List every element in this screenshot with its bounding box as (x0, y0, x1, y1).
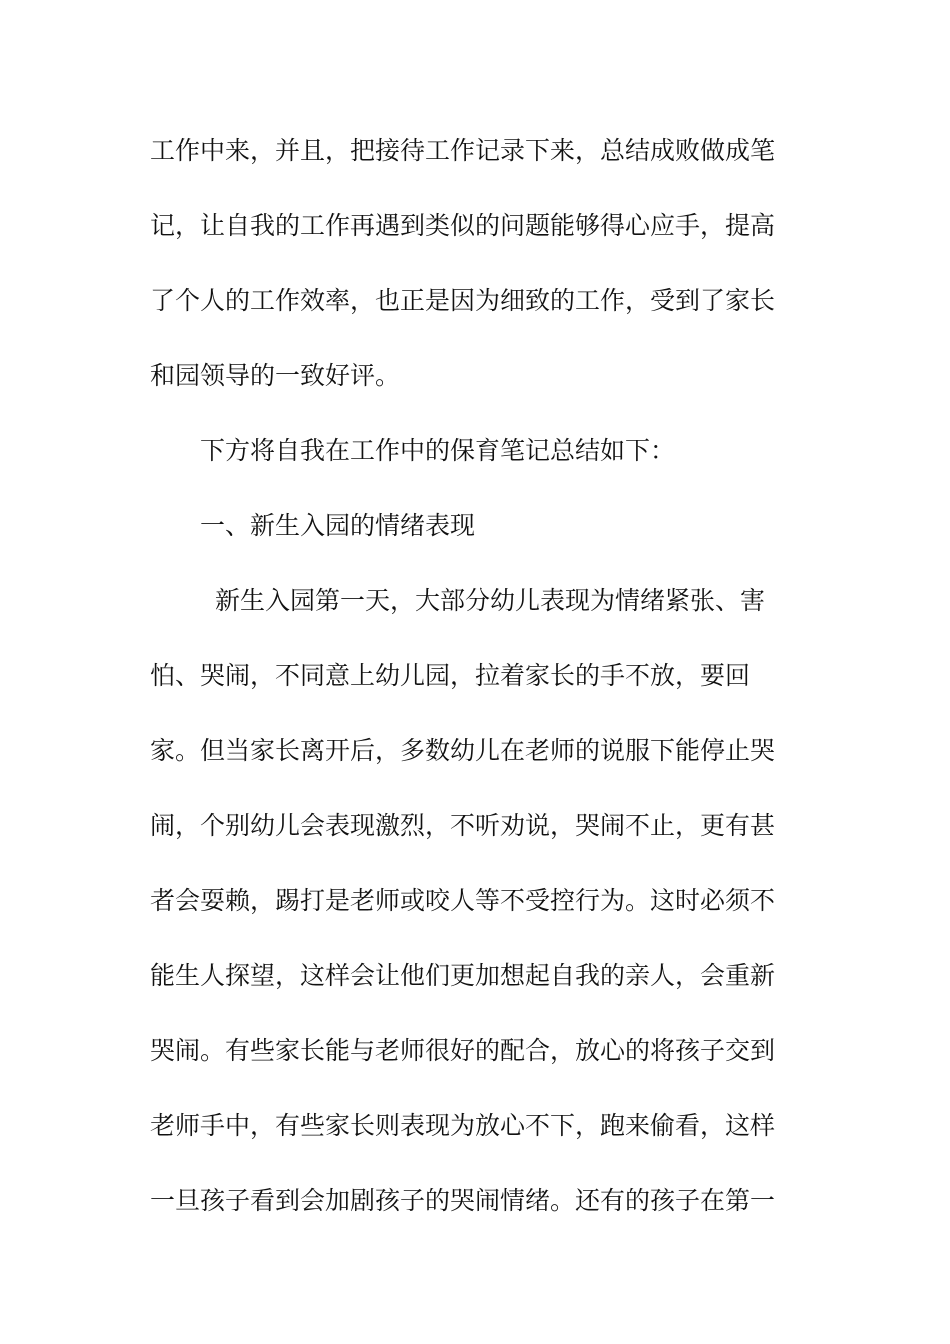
text-line: 家。但当家长离开后，多数幼儿在老师的说服下能停止哭 (150, 736, 776, 765)
text-line: 闹，个别幼儿会表现激烈，不听劝说，哭闹不止，更有甚 (150, 811, 776, 840)
text-line: 工作中来，并且，把接待工作记录下来，总结成败做成笔 (150, 136, 776, 165)
text-line: 怕、哭闹，不同意上幼儿园，拉着家长的手不放，要回 (150, 661, 751, 690)
paragraph-intro: 下方将自我在工作中的保育笔记总结如下： (200, 436, 676, 465)
text-line: 能生人探望，这样会让他们更加想起自我的亲人，会重新 (150, 961, 776, 990)
text-line: 新生入园第一天，大部分幼儿表现为情绪紧张、害 (215, 586, 766, 615)
section-heading: 一、新生入园的情绪表现 (200, 511, 476, 540)
text-line: 记，让自我的工作再遇到类似的问题能够得心应手，提高 (150, 211, 776, 240)
text-line: 哭闹。有些家长能与老师很好的配合，放心的将孩子交到 (150, 1036, 776, 1065)
text-line: 老师手中，有些家长则表现为放心不下，跑来偷看，这样 (150, 1111, 776, 1140)
text-line: 和园领导的一致好评。 (150, 361, 401, 390)
text-line: 者会耍赖，踢打是老师或咬人等不受控行为。这时必须不 (150, 886, 776, 915)
text-line: 了个人的工作效率，也正是因为细致的工作，受到了家长 (150, 286, 776, 315)
text-line: 一旦孩子看到会加剧孩子的哭闹情绪。还有的孩子在第一 (150, 1186, 776, 1215)
